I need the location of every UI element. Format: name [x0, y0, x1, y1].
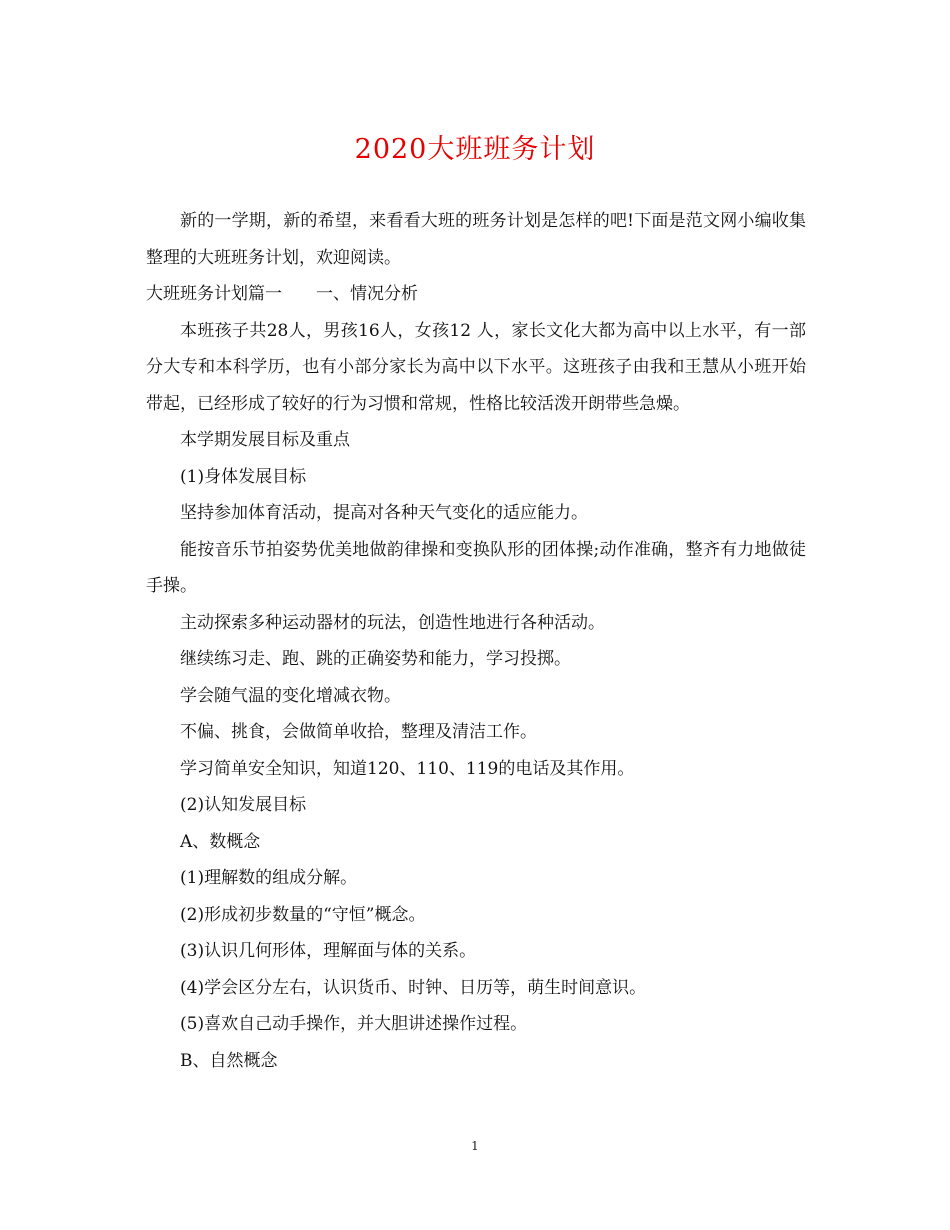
paragraph-item: 继续练习走、跑、跳的正确姿势和能力，学习投掷。	[180, 649, 571, 669]
paragraph-item: 能按音乐节拍姿势优美地做韵律操和变换队形的团体操;动作准确，整齐有力地做徒手操。	[146, 539, 806, 596]
page-number: 1	[471, 1139, 479, 1153]
document-title: 2020大班班务计划	[354, 134, 596, 165]
paragraph-situation: 本班孩子共28人，男孩16人，女孩12 人，家长文化大都为高中以上水平，有一部分大专和本科学历，也有小部分家长为高中以下水平。这班孩子由我和王慧从小班开始带起，已经形成了较好的行为习惯和常规，性格比较活泼开朗带些急燥。	[146, 320, 806, 414]
paragraph-item: (5)喜欢自己动手操作，并大胆讲述操作过程。	[180, 1014, 528, 1034]
paragraph-cognitive-heading: (2)认知发展目标	[180, 795, 307, 815]
paragraph-item: (1)理解数的组成分解。	[180, 868, 358, 888]
paragraph-item: (2)形成初步数量的“守恒”概念。	[180, 904, 426, 925]
paragraph-item: 不偏、挑食，会做简单收拾，整理及清洁工作。	[180, 722, 537, 742]
paragraph-physical-heading: (1)身体发展目标	[180, 466, 307, 487]
paragraph-subheading: A、数概念	[180, 831, 261, 852]
paragraph-item: 学会随气温的变化增减衣物。	[180, 685, 401, 706]
paragraph-item: 主动探索多种运动器材的玩法，创造性地进行各种活动。	[180, 612, 605, 633]
document-body	[146, 203, 806, 1079]
paragraph-item: (3)认识几何形体，理解面与体的关系。	[180, 941, 477, 961]
paragraph-goals-heading: 本学期发展目标及重点	[180, 430, 350, 450]
paragraph-subheading: B、自然概念	[180, 1050, 278, 1071]
section-heading: 大班班务计划篇一 一、情况分析	[146, 284, 418, 304]
paragraph-item: 坚持参加体育活动，提高对各种天气变化的适应能力。	[180, 503, 588, 523]
paragraph-intro: 新的一学期，新的希望，来看看大班的班务计划是怎样的吧!下面是范文网小编收集整理的大班班务计划，欢迎阅读。	[146, 211, 806, 268]
paragraph-item: 学习简单安全知识，知道120、110、119的电话及其作用。	[180, 758, 635, 779]
paragraph-item: (4)学会区分左右，认识货币、时钟、日历等，萌生时间意识。	[180, 977, 647, 998]
